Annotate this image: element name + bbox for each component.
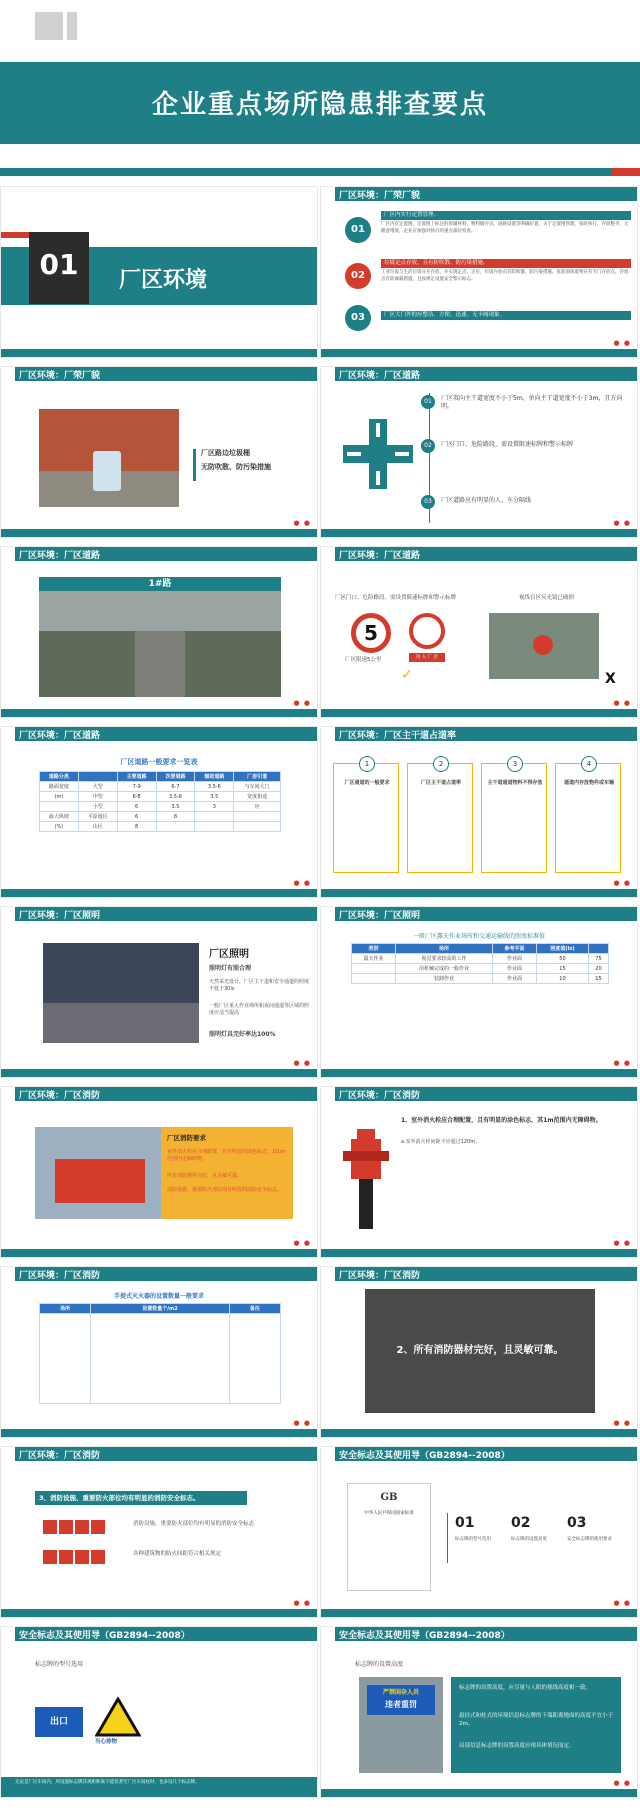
table-cell: 3.5 bbox=[195, 792, 234, 802]
sub-heading: 标志牌的设置高度 bbox=[355, 1661, 404, 1668]
fire-heading: 厂区消防要求 bbox=[167, 1134, 206, 1142]
table-cell: 大型 bbox=[78, 782, 117, 792]
hydrant-body: a.室外消火栓间距不应超过120m。 bbox=[401, 1139, 481, 1145]
sign-caption: 厂区限速5公里 bbox=[345, 657, 382, 663]
section-number-box bbox=[29, 232, 89, 304]
item-label: 安全标志牌的使用要求 bbox=[567, 1537, 612, 1542]
road-requirements-table bbox=[39, 771, 281, 832]
item-body: 工业垃圾与生活垃圾分开存放，并实现定点、定位，垃圾存放点有防吹散、防污染措施。危险固体废物应有专门存放点，存放点有防渗漏措施，且按规定设置安全警示标志。 bbox=[381, 270, 629, 282]
slide-sign-height[interactable] bbox=[320, 1626, 638, 1798]
sign-text: 严禁闲杂人员 bbox=[382, 1689, 419, 1696]
item-number-badge: 01 bbox=[345, 217, 371, 243]
pager-dots: ● ● bbox=[613, 519, 631, 527]
table-row bbox=[352, 954, 609, 964]
pager-dots: ● ● bbox=[613, 1779, 631, 1787]
table-row bbox=[40, 802, 281, 812]
slide-footer bbox=[1, 529, 317, 537]
table-header: 场所 bbox=[40, 1304, 91, 1314]
slide-garbage-bin[interactable] bbox=[0, 366, 318, 538]
pager-dots: ● ● bbox=[613, 1599, 631, 1607]
speed-limit-sign: 5 bbox=[351, 613, 391, 653]
table-row bbox=[40, 822, 281, 832]
table-cell: 3.5-6 bbox=[156, 792, 195, 802]
pager-dots: ● ● bbox=[613, 699, 631, 707]
table-header bbox=[78, 772, 117, 782]
wall-photo bbox=[39, 409, 179, 507]
slide-footer bbox=[321, 889, 637, 897]
fire-sign-icon bbox=[75, 1520, 89, 1534]
card-heading: 厂区主干道占道率 bbox=[420, 780, 461, 786]
fire-sign-banner: 3、消防设施、重要防火部位均有明显的消防安全标志。 bbox=[35, 1491, 247, 1505]
table-header: 设置数量个/m2 bbox=[91, 1304, 229, 1314]
fire-sign-text-1: 消防设施、重要防火部位均有明显的消防安全标志 bbox=[133, 1521, 255, 1527]
slide-title: 安全标志及其使用导（GB2894--2008） bbox=[19, 1631, 190, 1641]
slide-footer bbox=[1, 349, 317, 357]
accent-bar bbox=[1, 232, 29, 238]
cover-slide bbox=[0, 0, 640, 186]
slide-footer bbox=[321, 1249, 637, 1257]
slide-footer bbox=[1, 1789, 317, 1797]
slide-lighting[interactable] bbox=[0, 906, 318, 1078]
fire-sign-icons-row-1 bbox=[43, 1519, 123, 1538]
caption-line-2: 无防吹散、防污染措施 bbox=[201, 463, 271, 471]
table-cell: 与车间大门 bbox=[234, 782, 281, 792]
slide-gb2894-overview[interactable] bbox=[320, 1446, 638, 1618]
item-number-badge: 02 bbox=[421, 439, 435, 453]
table-cell: 8 bbox=[156, 812, 195, 822]
slide-fire-requirements[interactable] bbox=[0, 1086, 318, 1258]
table-cell: 3.5-6 bbox=[195, 782, 234, 792]
left-caption: 厂区门口、危险路段、需设置限速标牌和警示标牌 bbox=[335, 595, 457, 601]
table-cell: 装卸作业 bbox=[396, 974, 493, 984]
item-body: 厂区内有定置图，定置图上标注的原辅材料、物料储存点、道路设置等明确位置，关于定置图管理，按时执行，存放整齐，无随意堆放，企业应加强对执行的重点部位检查。 bbox=[381, 222, 629, 234]
table-cell: 作业面 bbox=[492, 954, 536, 964]
slide-footer bbox=[321, 349, 637, 357]
item-text: 厂区双向主干道宽度不小于5m，单向主干道宽度不小于3m，且方向明。 bbox=[441, 395, 623, 411]
height-bullet-3: 局部信息标志牌的设置高度应视具体情况而定。 bbox=[459, 1743, 575, 1749]
card-heading: 主干道通道物料不得存放 bbox=[487, 780, 543, 786]
table-cell: 6-8 bbox=[117, 792, 156, 802]
slide-title: 厂区环境：厂区主干道占道率 bbox=[339, 731, 457, 741]
slide-title: 厂区环境：厂区消防 bbox=[19, 1091, 101, 1101]
slide-footer bbox=[321, 1609, 637, 1617]
no-entry-sign bbox=[409, 613, 445, 649]
slide-title: 厂区环境：厂荣厂貌 bbox=[19, 371, 101, 381]
table-cell: 6 bbox=[117, 812, 156, 822]
table-title: 厂区道路一般要求一览表 bbox=[120, 758, 198, 766]
item-number-badge: 03 bbox=[421, 495, 435, 509]
pager-dots: ● ● bbox=[293, 699, 311, 707]
table-title: 手提式灭火器的设置数量一般要求 bbox=[113, 1293, 204, 1300]
check-icon: ✓ bbox=[401, 667, 413, 683]
item-heading: 厂区内实行定置管理。 bbox=[381, 211, 631, 220]
table-cell: 75 bbox=[588, 954, 608, 964]
slide-title: 安全标志及其使用导（GB2894--2008） bbox=[339, 1451, 510, 1461]
item-number: 02 bbox=[511, 1515, 531, 1531]
lighting-bullet-2: 一般厂区重大作业场所和夜间通道等区域的照度应适当提高 bbox=[209, 1003, 310, 1017]
table-cell bbox=[352, 964, 396, 974]
slide-sign-types[interactable] bbox=[0, 1626, 318, 1798]
table-cell bbox=[352, 974, 396, 984]
table-header bbox=[588, 944, 608, 954]
slide-fire-signs[interactable] bbox=[0, 1446, 318, 1618]
table-cell: 平原地区 bbox=[78, 812, 117, 822]
slide-footer bbox=[1, 1609, 317, 1617]
item-number: 03 bbox=[567, 1515, 587, 1531]
table-cell: 6-7 bbox=[156, 782, 195, 792]
table-cell bbox=[156, 822, 195, 832]
fire-bullet-1: 室外消火栓应合理配置，且有明显的涂色标志，其1m范围内无障碍物。 bbox=[167, 1149, 286, 1162]
table-cell bbox=[234, 812, 281, 822]
item-number-badge: 01 bbox=[421, 395, 435, 409]
slide-road-photo[interactable] bbox=[0, 546, 318, 718]
slide-title: 厂区环境：厂区消防 bbox=[19, 1451, 101, 1461]
slide-title: 厂区环境：厂区照明 bbox=[19, 911, 101, 921]
table-cell: 中型 bbox=[78, 792, 117, 802]
slide-title: 厂区环境：厂区消防 bbox=[19, 1271, 101, 1281]
table-cell: 视觉要求较高的工作 bbox=[396, 954, 493, 964]
height-bullet-1: 标志牌的设置高度，应尽量与人眼的视线高度相一致。 bbox=[459, 1685, 592, 1691]
caption-line-1: 厂区路边垃圾桶 bbox=[201, 449, 250, 457]
extinguisher-table bbox=[39, 1303, 281, 1404]
slide-footer bbox=[321, 709, 637, 717]
table-cell bbox=[195, 812, 234, 822]
table-cell: 最大纵坡 bbox=[40, 812, 79, 822]
slide-road-signs[interactable] bbox=[320, 546, 638, 718]
table-cell: 3 bbox=[195, 802, 234, 812]
prohibition-sign bbox=[367, 1685, 435, 1715]
pager-dots: ● ● bbox=[293, 1419, 311, 1427]
standard-doc bbox=[347, 1483, 431, 1591]
table-cell: 宽度相适 bbox=[234, 792, 281, 802]
slide-firefighters[interactable] bbox=[320, 1266, 638, 1438]
table-header: 主要道路 bbox=[117, 772, 156, 782]
photo-caption: 2、所有消防器材完好，且灵敏可靠。 bbox=[396, 1345, 564, 1356]
mirror-photo bbox=[489, 613, 599, 679]
sign-text: 违者重罚 bbox=[385, 1700, 417, 1709]
fire-sign-icon bbox=[75, 1550, 89, 1564]
doc-title: 中华人民共和国国家标准 bbox=[364, 1511, 414, 1516]
item-label: 标志牌的设置高度 bbox=[511, 1537, 547, 1542]
right-caption: 视线盲区反光镜已破损 bbox=[519, 595, 575, 601]
slide-extinguisher-table[interactable] bbox=[0, 1266, 318, 1438]
slide-footer bbox=[1, 1249, 317, 1257]
slide-footer bbox=[321, 1429, 637, 1437]
sign-photo bbox=[359, 1677, 443, 1773]
fire-sign-icon bbox=[91, 1550, 105, 1564]
table-cell bbox=[40, 802, 79, 812]
exit-sign: 出口 bbox=[35, 1707, 83, 1737]
table-header: 辅助道路 bbox=[195, 772, 234, 782]
table-cell: 3.5 bbox=[156, 802, 195, 812]
fire-bullet-2: 所有消防器材完好，且灵敏可靠。 bbox=[167, 1173, 243, 1179]
pager-dots: ● ● bbox=[613, 1059, 631, 1067]
item-text: 厂区门口、危险路段、需设置限速标牌和警示标牌 bbox=[441, 441, 574, 448]
card-heading: 厂区通道的一般要求 bbox=[344, 780, 390, 786]
decor-square bbox=[35, 12, 63, 40]
item-text: 厂区道路应有明显的人、车分隔线 bbox=[441, 497, 532, 504]
table-cell: 7-9 bbox=[117, 782, 156, 792]
slide-road-width[interactable] bbox=[320, 366, 638, 538]
slide-footer bbox=[1, 1429, 317, 1437]
table-header: 备注 bbox=[229, 1304, 280, 1314]
slide-illuminance-table[interactable] bbox=[320, 906, 638, 1078]
fire-sign-icons-row-2 bbox=[43, 1549, 123, 1568]
lighting-footer: 照明灯具完好率达100% bbox=[209, 1031, 276, 1038]
table-header: 参考平面 bbox=[492, 944, 536, 954]
fire-truck-photo bbox=[35, 1127, 163, 1219]
card-number: 3 bbox=[507, 756, 523, 772]
pager-dots: ● ● bbox=[293, 1239, 311, 1247]
slide-title: 厂区环境：厂区消防 bbox=[339, 1271, 421, 1281]
slide-footer bbox=[321, 1789, 637, 1797]
slide-factory-appearance[interactable] bbox=[320, 186, 638, 358]
fire-sign-icon bbox=[59, 1520, 73, 1534]
fire-panel bbox=[161, 1127, 293, 1219]
night-plant-photo bbox=[43, 943, 199, 1043]
fire-bullet-3: 消防设施、重要防火部位均有明显的消防安全标志。 bbox=[167, 1187, 283, 1193]
fire-sign-icon bbox=[59, 1550, 73, 1564]
slide-title: 厂区环境：厂荣厂貌 bbox=[339, 191, 421, 201]
slide-title: 厂区环境：厂区道路 bbox=[19, 551, 101, 561]
title-band bbox=[0, 62, 640, 144]
table-row bbox=[352, 964, 609, 974]
fire-sign-icon bbox=[43, 1550, 57, 1564]
table-cell: 20 bbox=[588, 964, 608, 974]
fire-sign-text-2: 各种建筑物的防火间距符合相关规定 bbox=[133, 1551, 222, 1557]
slide-title: 安全标志及其使用导（GB2894--2008） bbox=[339, 1631, 510, 1641]
card-1 bbox=[333, 760, 399, 873]
crossroad-icon bbox=[343, 419, 413, 489]
lighting-sub: 照明灯有照合理 bbox=[209, 965, 252, 972]
item-number-badge: 02 bbox=[345, 263, 371, 289]
hydrant-heading: 1、室外消火栓应合理配置，且有明显的涂色标志，其1m范围内无障碍物。 bbox=[401, 1117, 602, 1124]
table-cell: 10 bbox=[536, 974, 588, 984]
height-bullet-2: 悬挂式和柱式的环境信息标志牌的下端距离地面的高度不宜小于2m。 bbox=[459, 1713, 614, 1727]
illuminance-table bbox=[351, 943, 609, 984]
card-number: 4 bbox=[581, 756, 597, 772]
warning-sign-icon bbox=[95, 1697, 141, 1737]
slide-road-occupancy[interactable] bbox=[320, 726, 638, 898]
item-number-badge: 03 bbox=[345, 305, 371, 331]
pager-dots: ● ● bbox=[293, 879, 311, 887]
table-header: 照度值(lx) bbox=[536, 944, 588, 954]
pager-dots: ● ● bbox=[613, 1419, 631, 1427]
card-number: 1 bbox=[359, 756, 375, 772]
slide-footer bbox=[1, 709, 317, 717]
slide-road-table[interactable] bbox=[0, 726, 318, 898]
height-panel bbox=[451, 1677, 621, 1773]
item-heading: 厂区大门外的应整洁、方便、迅速、无卡阀现象。 bbox=[381, 311, 631, 320]
pager-dots: ● ● bbox=[613, 1239, 631, 1247]
slide-title: 厂区环境：厂区消防 bbox=[339, 1091, 421, 1101]
slide-title: 厂区环境：厂区照明 bbox=[339, 911, 421, 921]
table-row bbox=[352, 974, 609, 984]
card-number: 2 bbox=[433, 756, 449, 772]
road-label: 1#路 bbox=[39, 577, 281, 591]
pager-dots: ● ● bbox=[613, 879, 631, 887]
footer-note: 无论是厂区车间内、所设置标志牌其视距距离不能显著至厂区车间柱时，也多设几个标志牌。 bbox=[1, 1777, 317, 1789]
table-cell: 路面宽度 bbox=[40, 782, 79, 792]
fire-sign-icon bbox=[43, 1520, 57, 1534]
firefighters-photo bbox=[365, 1289, 595, 1413]
table-cell: 作业面 bbox=[492, 964, 536, 974]
slide-footer bbox=[1, 1069, 317, 1077]
lighting-bullet-1: 天然采光设计，厂区主干道和安全通道的照度不低于30lx bbox=[209, 979, 310, 993]
item-heading: 垃圾定点存放，且有防吹散、防污染措施。 bbox=[381, 259, 631, 268]
table-cell: 50 bbox=[536, 954, 588, 964]
table-cell: 15 bbox=[536, 964, 588, 974]
slide-title: 厂区环境：厂区道路 bbox=[19, 731, 101, 741]
footer-accent bbox=[612, 168, 640, 176]
slide-hydrant[interactable] bbox=[320, 1086, 638, 1258]
table-cell: 15 bbox=[588, 974, 608, 984]
table-header: 类别 bbox=[352, 944, 396, 954]
pager-dots: ● ● bbox=[293, 1059, 311, 1067]
item-label: 标志牌的型号选用 bbox=[455, 1537, 491, 1542]
table-cell: 小型 bbox=[78, 802, 117, 812]
table-cell: 用机械完成的一般作业 bbox=[396, 964, 493, 974]
table-header: 厂房引道 bbox=[234, 772, 281, 782]
slide-footer bbox=[321, 529, 637, 537]
card-2 bbox=[407, 760, 473, 873]
section-title: 厂区环境 bbox=[119, 268, 208, 293]
table-cell: 露天作业 bbox=[352, 954, 396, 964]
card-heading: 通道内存放物件或车辆 bbox=[563, 780, 614, 786]
footer-bar bbox=[0, 168, 612, 176]
pager-dots: ● ● bbox=[293, 519, 311, 527]
section-number: 01 bbox=[39, 248, 79, 281]
lighting-heading: 厂区照明 bbox=[209, 949, 249, 960]
cross-icon: X bbox=[605, 671, 616, 687]
table-row bbox=[40, 1314, 281, 1404]
table-cell: 8 bbox=[117, 822, 156, 832]
table-cell bbox=[195, 822, 234, 832]
slide-footer bbox=[1, 889, 317, 897]
table-title: 一般厂区露天作业场所和交通运输线的照度标准值 bbox=[412, 933, 545, 940]
table-row bbox=[40, 782, 281, 792]
decor-square bbox=[67, 12, 77, 40]
pager-dots: ● ● bbox=[613, 339, 631, 347]
table-cell: (m) bbox=[40, 792, 79, 802]
table-row bbox=[40, 812, 281, 822]
cover-title: 企业重点场所隐患排查要点 bbox=[151, 90, 488, 120]
table-cell: 山区 bbox=[78, 822, 117, 832]
sub-heading: 标志牌的型号选用 bbox=[35, 1661, 84, 1668]
slide-title: 厂区环境：厂区道路 bbox=[339, 551, 421, 561]
divider bbox=[447, 1513, 448, 1563]
table-cell bbox=[234, 822, 281, 832]
slide-footer bbox=[321, 1069, 637, 1077]
table-cell: 作业面 bbox=[492, 974, 536, 984]
hydrant-icon bbox=[343, 1123, 389, 1233]
table-row bbox=[40, 792, 281, 802]
table-cell: 6 bbox=[117, 802, 156, 812]
card-3 bbox=[481, 760, 547, 873]
gb-logo: GB bbox=[380, 1492, 398, 1503]
table-cell: 应 bbox=[234, 802, 281, 812]
table-header: 次要道路 bbox=[156, 772, 195, 782]
table-header: 场所 bbox=[396, 944, 493, 954]
item-number: 01 bbox=[455, 1515, 475, 1531]
table-header: 道路分类 bbox=[40, 772, 79, 782]
card-4 bbox=[555, 760, 621, 873]
table-cell: (%) bbox=[40, 822, 79, 832]
slide-title: 厂区环境：厂区道路 bbox=[339, 371, 421, 381]
pager-dots: ● ● bbox=[293, 1599, 311, 1607]
slide-section-01[interactable] bbox=[0, 186, 318, 358]
entry-label: 进 入 厂 区 bbox=[409, 653, 445, 662]
fire-sign-icon bbox=[91, 1520, 105, 1534]
road-photo bbox=[39, 591, 281, 697]
caption-bar bbox=[193, 449, 196, 481]
warning-caption: 当心排物 bbox=[95, 1739, 118, 1745]
